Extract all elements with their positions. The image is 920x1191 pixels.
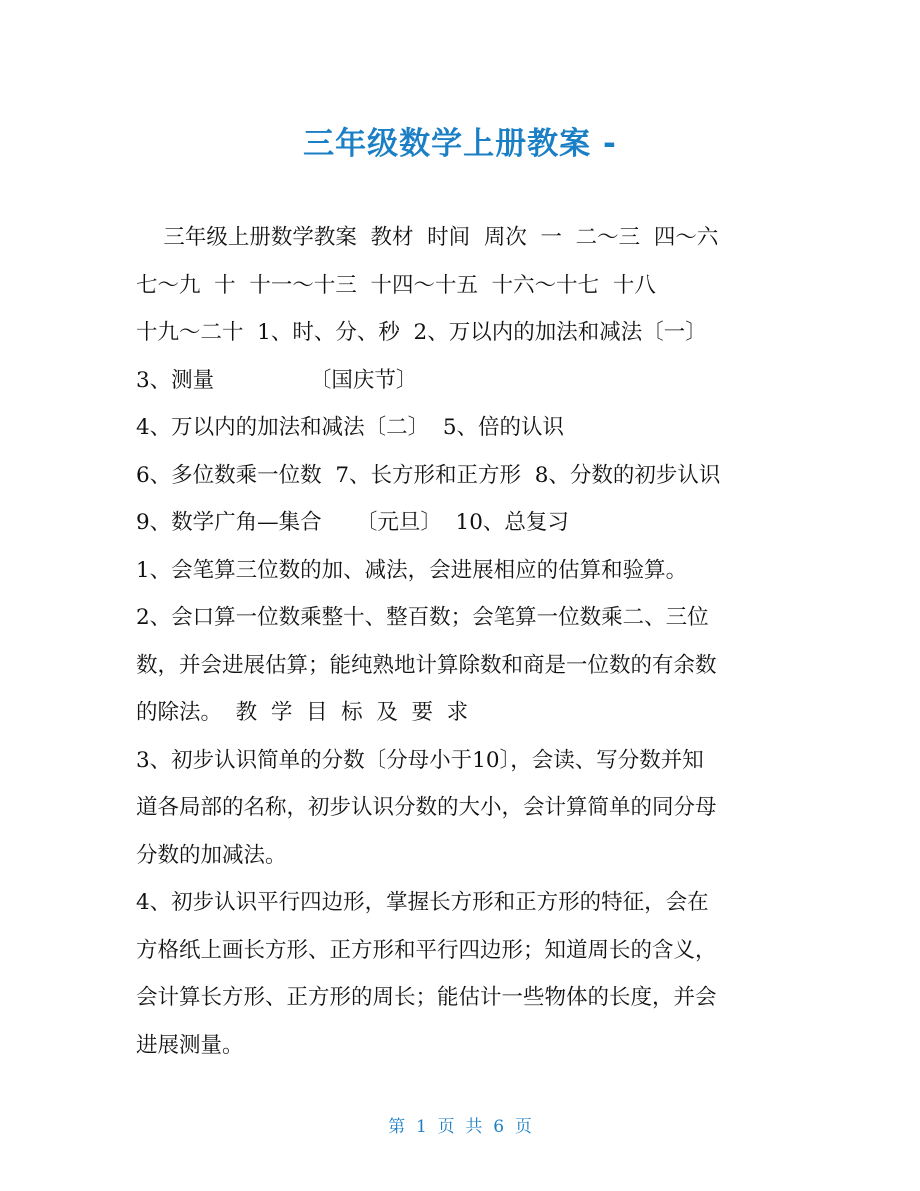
body-line: 3、初步认识简单的分数〔分母小于10〕，会读、写分数并知 <box>136 747 704 773</box>
page-number-footer: 第 1 页 共 6 页 <box>388 1117 532 1137</box>
body-line: 2、会口算一位数乘整十、整百数；会笔算一位数乘二、三位 <box>136 605 709 630</box>
body-line: 会计算长方形、正方形的周长；能估计一些物体的长度，并会 <box>136 985 717 1010</box>
body-line: 9、数学广角—集合 〔元旦〕 10、总复习 <box>136 510 569 535</box>
body-line: 七～九 十 十一～十三 十四～十五 十六～十七 十八 <box>136 272 656 298</box>
body-line: 进展测量。 <box>136 1032 244 1058</box>
body-line: 道各局部的名称，初步认识分数的大小，会计算简单的同分母 <box>136 795 717 820</box>
body-line: 4、万以内的加法和减法〔二〕 5、倍的认识 <box>136 415 565 440</box>
body-line: 十九～二十 1、时、分、秒 2、万以内的加法和减法〔一〕 <box>136 320 707 345</box>
document-title: 三年级数学上册教案 - <box>303 126 617 162</box>
body-line: 1、会笔算三位数的加、减法，会进展相应的估算和验算。 <box>136 557 688 583</box>
body-line: 分数的加减法。 <box>136 842 287 868</box>
document-body <box>136 214 796 1069</box>
body-line: 方格纸上画长方形、正方形和平行四边形；知道周长的含义， <box>136 937 717 963</box>
body-line: 数，并会进展估算；能纯熟地计算除数和商是一位数的有余数 <box>136 652 717 678</box>
body-line: 的除法。 教 学 目 标 及 要 求 <box>136 700 469 725</box>
body-line: 4、初步认识平行四边形，掌握长方形和正方形的特征，会在 <box>136 890 709 915</box>
body-line: 三年级上册数学教案 教材 时间 周次 一 二～三 四～六 <box>136 225 719 250</box>
body-line: 6、多位数乘一位数 7、长方形和正方形 8、分数的初步认识 <box>136 462 721 488</box>
body-line: 3、测量 〔国庆节〕 <box>136 367 418 393</box>
